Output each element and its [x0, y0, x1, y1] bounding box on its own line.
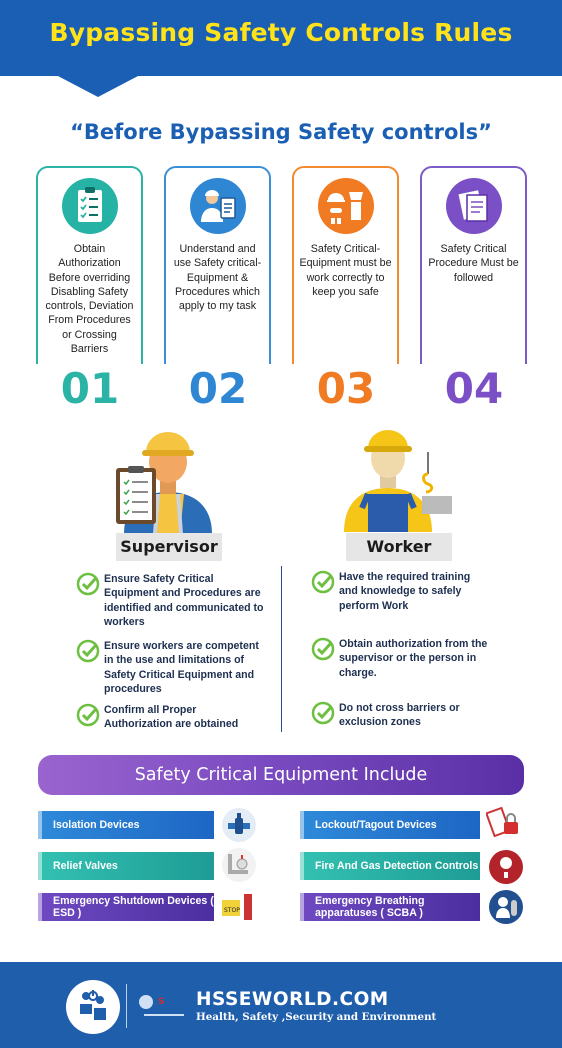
relief-valve-icon	[222, 848, 256, 882]
breathing-apparatus-icon	[489, 890, 523, 924]
supervisor-label: Supervisor	[116, 533, 222, 561]
step-text: Safety Critical Procedure Must be followed	[428, 243, 519, 284]
equipment-item-emergency-shutdown: Emergency Shutdown Devices ( ESD )	[38, 893, 214, 921]
step-text: Obtain Authorization Before overriding Disabling Safety controls, Deviation From Procedures or Crossing Barriers	[45, 243, 134, 356]
equipment-item-fire-gas-detection: Fire And Gas Detection Controls	[300, 852, 480, 880]
duty-text: Obtain authorization from the supervisor or the person in charge.	[339, 638, 488, 679]
step-number: 02	[160, 364, 276, 414]
fire-gas-detector-icon	[489, 850, 523, 884]
supervisor-duty-item	[76, 639, 276, 699]
check-circle-icon	[311, 701, 335, 725]
duty-text: Do not cross barriers or exclusion zones	[339, 702, 460, 729]
equipment-item-relief-valves: Relief Valves	[38, 852, 214, 880]
step-text: Understand and use Safety critical-Equipment & Procedures which apply to my task	[173, 243, 262, 313]
brand-tagline: Health, Safety ,Security and Environment	[196, 1011, 437, 1023]
safety-people-logo-icon	[66, 980, 120, 1034]
worker-label: Worker	[346, 533, 452, 561]
partner-logo-icon	[136, 990, 192, 1024]
step-number: 03	[288, 364, 404, 414]
emergency-stop-icon	[222, 890, 256, 924]
check-circle-icon	[311, 637, 335, 661]
equipment-item-isolation-devices: Isolation Devices	[38, 811, 214, 839]
worker-duty-item	[311, 570, 511, 616]
brand-name: HSSEWORLD.COM	[196, 989, 389, 1010]
duty-text: Ensure workers are competent in the use and limitations of Safety Critical Equipment and procedures	[104, 640, 259, 696]
step-number: 04	[416, 364, 532, 414]
duty-text: Ensure Safety Critical Equipment and Procedures are identified and communicated to workers	[104, 573, 264, 629]
step-number: 01	[32, 364, 148, 414]
svg-text:STOP: STOP	[224, 907, 240, 914]
duty-text: Have the required training and knowledge to safely perform Work	[339, 571, 471, 612]
safety-gear-icon	[318, 178, 374, 234]
before-bypassing-title: “Before Bypassing Safety controls”	[70, 120, 492, 144]
header-notch	[56, 75, 140, 97]
step-text: Safety Critical-Equipment must be work correctly to keep you safe	[299, 243, 392, 298]
engineer-clipboard-icon	[190, 178, 246, 234]
equipment-banner	[38, 755, 524, 795]
step-card-02	[164, 166, 271, 413]
check-circle-icon	[311, 570, 335, 594]
page-title: Bypassing Safety Controls Rules	[49, 18, 513, 47]
equipment-title: Safety Critical Equipment Include	[134, 765, 428, 785]
step-card-03	[292, 166, 399, 413]
footer-divider	[126, 984, 127, 1028]
supervisor-duty-item	[76, 703, 276, 735]
isolation-valve-icon	[222, 808, 256, 842]
check-circle-icon	[76, 572, 100, 596]
worker-duty-item	[311, 637, 511, 683]
check-circle-icon	[76, 639, 100, 663]
step-card-01	[36, 166, 143, 413]
equipment-item-lockout-tagout: Lockout/Tagout Devices	[300, 811, 480, 839]
supervisor-illustration	[116, 422, 220, 534]
lockout-tagout-icon	[486, 806, 520, 840]
supervisor-duty-item	[76, 572, 276, 632]
step-card-04	[420, 166, 527, 413]
svg-text:S: S	[158, 997, 165, 1007]
checklist-icon	[62, 178, 118, 234]
roles-divider	[281, 566, 282, 732]
check-circle-icon	[76, 703, 100, 727]
equipment-item-breathing-apparatus: Emergency Breathing apparatuses ( SCBA )	[300, 893, 480, 921]
worker-illustration	[344, 418, 456, 532]
procedure-document-icon	[446, 178, 502, 234]
duty-text: Confirm all Proper Authorization are obtained	[104, 704, 239, 731]
worker-duty-item	[311, 701, 511, 733]
